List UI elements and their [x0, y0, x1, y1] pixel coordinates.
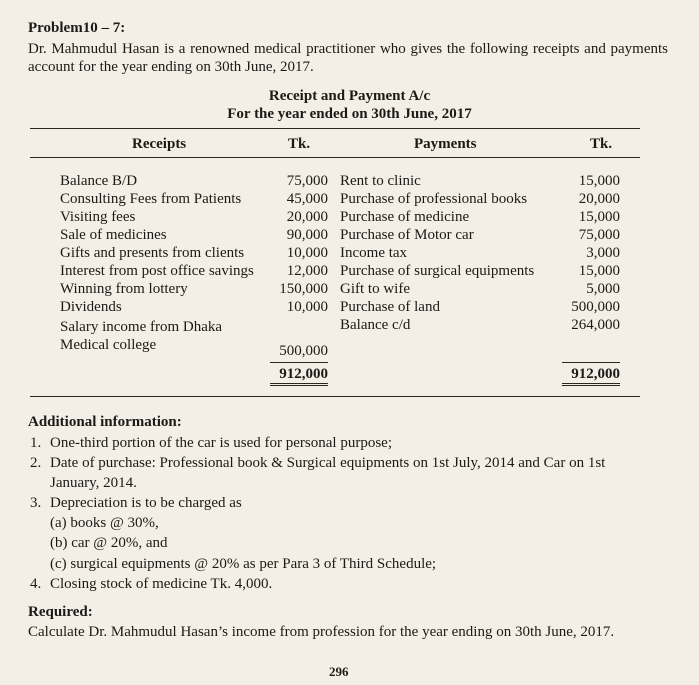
payment-label: Purchase of land — [340, 299, 440, 315]
payment-amount: 20,000 — [578, 191, 620, 207]
statement-title: Receipt and Payment A/c — [268, 88, 431, 104]
receipt-amount: 90,000 — [286, 227, 328, 243]
receipt-amount: 500,000 — [279, 343, 328, 359]
payment-amount: 15,000 — [578, 209, 620, 225]
page-number: 296 — [329, 664, 349, 679]
info-text: Depreciation is to be charged as — [50, 495, 242, 511]
payment-amount: 15,000 — [578, 263, 620, 279]
info-text: (b) car @ 20%, and — [50, 535, 168, 551]
payment-label: Rent to clinic — [340, 173, 421, 189]
problem-intro: Dr. Mahmudul Hasan is a renowned medical practitioner who gives the following receipts and payments account for the year ending on 30th June, 2017. — [28, 41, 668, 75]
info-marker: 2. — [30, 455, 42, 471]
table-bottom-rule — [30, 396, 640, 397]
info-marker: 1. — [30, 435, 42, 451]
payment-label: Gift to wife — [340, 281, 410, 297]
receipt-label: Medical college — [60, 337, 157, 353]
payment-amount: 264,000 — [571, 317, 620, 333]
info-text: Date of purchase: Professional book & Surgical equipments on 1st July, 2014 and Car on 1st — [50, 455, 606, 471]
receipt-label: Consulting Fees from Patients — [60, 191, 242, 207]
receipt-label: Dividends — [60, 299, 122, 315]
payment-label: Income tax — [340, 245, 408, 261]
payment-amount: 15,000 — [578, 173, 620, 189]
problem-title: Problem10 – 7: — [28, 20, 126, 36]
payments-total: 912,000 — [562, 362, 620, 386]
receipt-label: Interest from post office savings — [60, 263, 254, 279]
info-text: One-third portion of the car is used for personal purpose; — [50, 435, 392, 451]
receipt-amount: 75,000 — [286, 173, 328, 189]
receipt-label: Gifts and presents from clients — [60, 245, 245, 261]
payment-amount: 5,000 — [586, 281, 620, 297]
receipt-label: Salary income from Dhaka — [60, 319, 223, 335]
header-payments: Payments — [414, 136, 477, 152]
receipt-amount: 150,000 — [279, 281, 328, 297]
statement-period: For the year ended on 30th June, 2017 — [227, 106, 472, 122]
required-title: Required: — [28, 604, 93, 620]
receipt-amount: 45,000 — [286, 191, 328, 207]
receipt-label: Winning from lottery — [60, 281, 188, 297]
info-text: (c) surgical equipments @ 20% as per Para 3 of Third Schedule; — [50, 556, 437, 572]
info-text: (a) books @ 30%, — [50, 515, 159, 531]
receipt-label: Sale of medicines — [60, 227, 167, 243]
receipt-amount: 10,000 — [286, 299, 328, 315]
payment-label: Balance c/d — [340, 317, 411, 333]
receipt-amount: 20,000 — [286, 209, 328, 225]
table-header-rule — [30, 157, 640, 158]
required-text: Calculate Dr. Mahmudul Hasan’s income from profession for the year ending on 30th June, 2017. — [28, 624, 615, 640]
info-marker: 4. — [30, 576, 42, 592]
header-payments-tk: Tk. — [590, 136, 613, 152]
receipt-amount: 12,000 — [286, 263, 328, 279]
table-top-rule — [30, 128, 640, 129]
payment-amount: 3,000 — [586, 245, 620, 261]
info-marker: 3. — [30, 495, 42, 511]
payment-label: Purchase of surgical equipments — [340, 263, 535, 279]
payment-label: Purchase of professional books — [340, 191, 528, 207]
payment-amount: 500,000 — [571, 299, 620, 315]
header-receipts: Receipts — [132, 136, 187, 152]
info-text: January, 2014. — [50, 475, 137, 491]
additional-info-title: Additional information: — [28, 414, 182, 430]
payment-label: Purchase of medicine — [340, 209, 470, 225]
header-receipts-tk: Tk. — [288, 136, 311, 152]
receipts-total: 912,000 — [270, 362, 328, 386]
info-text: Closing stock of medicine Tk. 4,000. — [50, 576, 273, 592]
payment-label: Purchase of Motor car — [340, 227, 474, 243]
payment-amount: 75,000 — [578, 227, 620, 243]
receipt-label: Balance B/D — [60, 173, 138, 189]
receipt-label: Visiting fees — [60, 209, 136, 225]
receipt-amount: 10,000 — [286, 245, 328, 261]
